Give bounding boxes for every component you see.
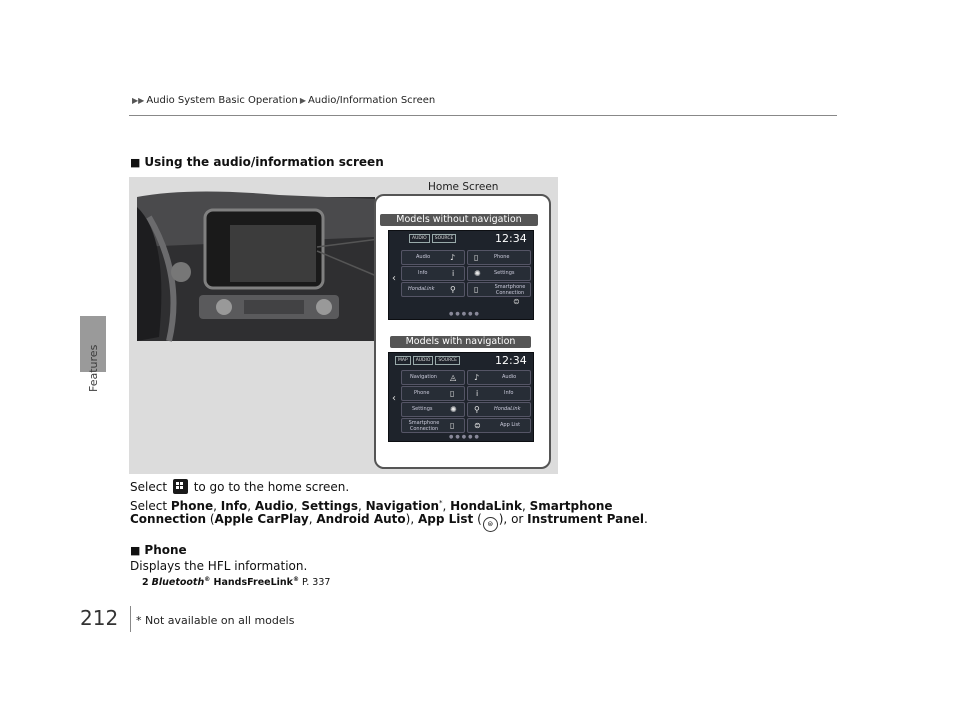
tile-navigation[interactable]: Navigation ◬ [401, 370, 465, 385]
tile-hondalink[interactable]: ⚲ HondaLink [467, 402, 531, 417]
clock: 12:34 [495, 354, 527, 367]
page-number: 212 [80, 606, 119, 630]
header-divider [129, 115, 837, 116]
tile-app-list[interactable]: ⊜ App List [467, 418, 531, 433]
tile-info[interactable]: i Info [467, 386, 531, 401]
chevron-left-icon[interactable]: ‹ [392, 393, 396, 404]
footnote: * Not available on all models [136, 614, 295, 627]
audio-button[interactable]: AUDIO [413, 356, 434, 365]
info-icon: i [452, 269, 455, 278]
phone-icon: ▯ [450, 389, 455, 398]
instruction-line-1: Select to go to the home screen. [130, 480, 350, 494]
page-dots: ●●●●● [449, 311, 481, 317]
phone-icon: ▯ [474, 253, 479, 262]
tile-info[interactable]: Info i [401, 266, 465, 281]
tile-smartphone[interactable]: Smartphone Connection ▯ [401, 418, 465, 433]
instruction-line-2: Select Phone, Info, Audio, Settings, Navigation*, HondaLink, Smartphone [130, 499, 613, 513]
home-screen-with-nav [388, 352, 534, 442]
tile-audio[interactable]: ♪ Audio [467, 370, 531, 385]
page-dots: ●●●●● [449, 434, 481, 440]
breadcrumb [130, 95, 435, 106]
phone-heading: ■ Phone [130, 543, 187, 557]
clock: 12:34 [495, 232, 527, 245]
audio-button[interactable]: AUDIO [409, 234, 430, 243]
instruction-line-3: Connection (Apple CarPlay, Android Auto), App List ( ⊜ ), or Instrument Panel. [130, 511, 648, 532]
smartphone-icon: ▯ [450, 421, 455, 430]
link-icon: ⚲ [474, 405, 480, 414]
breadcrumb-item-2[interactable]: Audio/Information Screen [307, 95, 436, 106]
music-note-icon: ♪ [474, 373, 480, 382]
tile-audio[interactable]: Audio ♪ [401, 250, 465, 265]
app-list-icon: ⊜ [474, 421, 481, 430]
link-icon: ⚲ [450, 285, 456, 294]
square-bullet-icon: ■ [130, 544, 141, 557]
tile-phone[interactable]: ▯ Phone [467, 250, 531, 265]
source-button[interactable]: SOURCE [432, 234, 457, 243]
gear-icon: ✺ [450, 405, 457, 414]
footnote-divider [130, 606, 131, 632]
music-note-icon: ♪ [450, 253, 456, 262]
tile-smartphone[interactable]: ▯ Smartphone Connection [467, 282, 531, 297]
chevron-left-icon[interactable]: ‹ [392, 273, 396, 284]
breadcrumb-item-1[interactable]: Audio System Basic Operation [146, 95, 298, 106]
tile-hondalink[interactable]: HondaLink ⚲ [401, 282, 465, 297]
compass-icon: ◬ [450, 373, 457, 382]
arrow-icon: 2 [142, 577, 149, 589]
square-bullet-icon: ■ [130, 156, 141, 169]
home-icon [173, 479, 188, 494]
source-button[interactable]: SOURCE [435, 356, 460, 365]
gear-icon: ✺ [474, 269, 481, 278]
triangle-icon: ▶▶ [132, 96, 145, 105]
map-button[interactable]: MAP [395, 356, 411, 365]
info-icon: i [476, 389, 479, 398]
app-list-icon: ⊜ [483, 517, 498, 532]
tag-without-nav: Models without navigation [380, 214, 538, 226]
tile-phone[interactable]: Phone ▯ [401, 386, 465, 401]
smartphone-icon: ▯ [474, 285, 479, 294]
phone-description: Displays the HFL information. [130, 559, 308, 573]
app-list-icon[interactable]: ⊜ [513, 297, 520, 306]
home-screen-without-nav [388, 230, 534, 320]
tile-settings[interactable]: ✺ Settings [467, 266, 531, 281]
triangle-icon: ▶ [299, 96, 306, 105]
sidebar-label: Features [87, 344, 100, 392]
cross-reference-link[interactable]: 2 Bluetooth® HandsFreeLink® P. 337 [142, 576, 331, 589]
tile-settings[interactable]: Settings ✺ [401, 402, 465, 417]
section-heading: ■ Using the audio/information screen [130, 155, 384, 169]
tag-with-nav: Models with navigation [390, 336, 531, 348]
callout-title: Home Screen [428, 181, 499, 193]
